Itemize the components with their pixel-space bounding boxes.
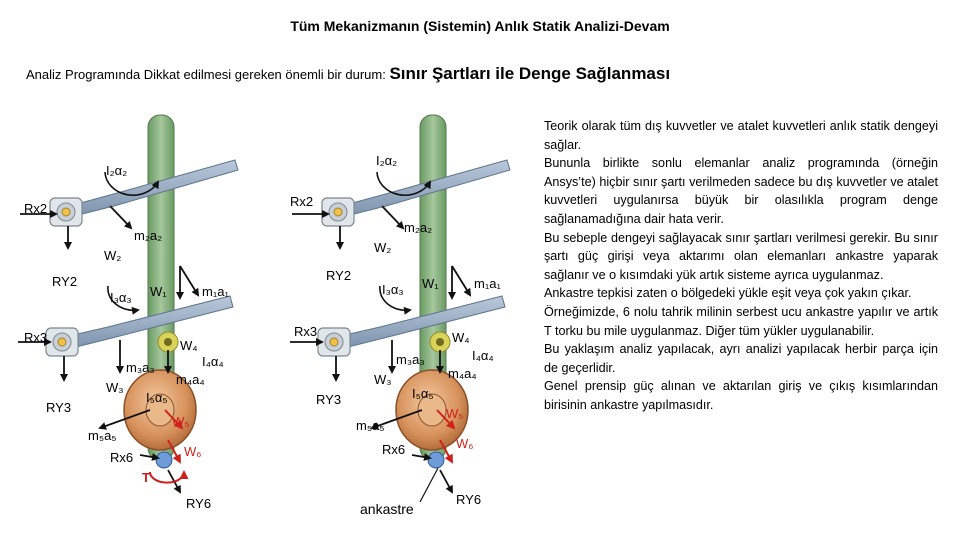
label-i3a3-right: I₃α₃ [382, 282, 404, 297]
label-m3a3: m₃a₃ [126, 360, 155, 375]
label-w2: W₂ [104, 248, 122, 263]
slide-title: Tüm Mekanizmanın (Sistemin) Anlık Statik Analizi-Devam [290, 18, 670, 34]
label-ry6: RY6 [186, 496, 212, 511]
label-m4a4-right: m₄a₄ [448, 366, 477, 381]
label-i4a4-right: I₄α₄ [472, 348, 494, 363]
description-paragraph: Örneğimizde, 6 nolu tahrik milinin serbest ucu ankastre yapılır ve artık T torku bu mile uygulanmaz. Diğer tüm yükler uygulanabilir. [544, 304, 938, 338]
subtitle-highlight: Sınır Şartları ile Denge Sağlanması [389, 64, 671, 83]
label-m2a2: m₂a₂ [134, 228, 163, 243]
left-mechanism [18, 115, 238, 511]
label-i5a5: I₅α₅ [146, 390, 168, 405]
description-paragraph: Bu sebeple dengeyi sağlayacak sınır şartları verilmesi gerekir. Bu sınır şartı güç girişi veya aktarımı olan elemanları ankastre yaparak sağlanır ve o kısımdaki yük artık sisteme ayrıca uygulanmaz. [544, 230, 938, 282]
label-m1a1: m₁a₁ [202, 284, 229, 299]
label-m1a1-right: m₁a₁ [474, 276, 501, 291]
label-w1-right: W₁ [422, 276, 439, 291]
label-m3a3-right: m₃a₃ [396, 352, 425, 367]
label-w6: W₆ [184, 444, 202, 459]
label-rx2-right: Rx2 [290, 194, 314, 209]
subtitle-prefix: Analiz Programında Dikkat edilmesi gereken önemli bir durum: [26, 67, 386, 82]
label-w3-right: W₃ [374, 372, 392, 387]
label-i2a2-right: I₂α₂ [376, 153, 398, 168]
label-rx3-right: Rx3 [294, 324, 318, 339]
label-rx2: Rx2 [24, 201, 48, 216]
label-w3: W₃ [106, 380, 124, 395]
label-ry3: RY3 [46, 400, 72, 415]
label-ry2: RY2 [52, 274, 78, 289]
label-i4a4: I₄α₄ [202, 354, 224, 369]
label-w5-right: W₅ [446, 406, 464, 421]
label-rx6: Rx6 [110, 450, 134, 465]
mechanism-diagram [0, 110, 540, 540]
label-i5a5-right: I₅α₅ [412, 386, 434, 401]
description-paragraph: Ankastre tepkisi zaten o bölgedeki yükle eşit veya çok yakın çıkar. [544, 286, 912, 301]
label-m5a5-right: m₅a₅ [356, 418, 385, 433]
label-ankastre: ankastre [360, 501, 414, 517]
label-m2a2-right: m₂a₂ [404, 220, 433, 235]
label-m5a5: m₅a₅ [88, 428, 117, 443]
label-w5: W₅ [172, 414, 190, 429]
description-paragraph: Genel prensip güç alınan ve aktarılan giriş ve çıkış kısımlarından birisinin ankastre yapılmasıdır. [544, 379, 938, 412]
label-rx6-right: Rx6 [382, 442, 406, 457]
description-paragraph: Bu yaklaşım analiz yapılacak, ayrı analizi yapılacak herbir parça için de geçerlidir. [544, 342, 938, 375]
label-i3a3: I₃α₃ [110, 290, 132, 305]
label-rx3: Rx3 [24, 330, 48, 345]
description-text [544, 117, 938, 415]
label-ry2-right: RY2 [326, 268, 352, 283]
label-i2a2: I₂α₂ [106, 163, 128, 178]
label-w4-right: W₄ [452, 330, 470, 345]
label-t: T [142, 470, 150, 485]
right-mechanism [290, 115, 510, 517]
description-paragraph: Teorik olarak tüm dış kuvvetler ve atalet kuvvetleri anlık statik dengeyi sağlar. [544, 119, 938, 152]
label-w2-right: W₂ [374, 240, 392, 255]
torque-arrow [150, 472, 184, 483]
label-m4a4: m₄a₄ [176, 372, 205, 387]
label-w4: W₄ [180, 338, 198, 353]
mechanism-figure [0, 110, 540, 540]
label-w6-right: W₆ [456, 436, 474, 451]
ankastre-leader [420, 468, 438, 502]
label-ry3-right: RY3 [316, 392, 342, 407]
label-w1: W₁ [150, 284, 167, 299]
description-paragraph: Bununla birlikte sonlu elemanlar analiz programında (örneğin Ansys’te) hiçbir sınır şartı verilmeden sadece bu dış kuvvetler ve atalet kuvvetleri uygulanırsa büyük bir olasılıkla program denge sağlanamadığına dair hata verir. [544, 156, 938, 226]
label-ry6-right: RY6 [456, 492, 482, 507]
slide-subtitle [26, 64, 670, 84]
